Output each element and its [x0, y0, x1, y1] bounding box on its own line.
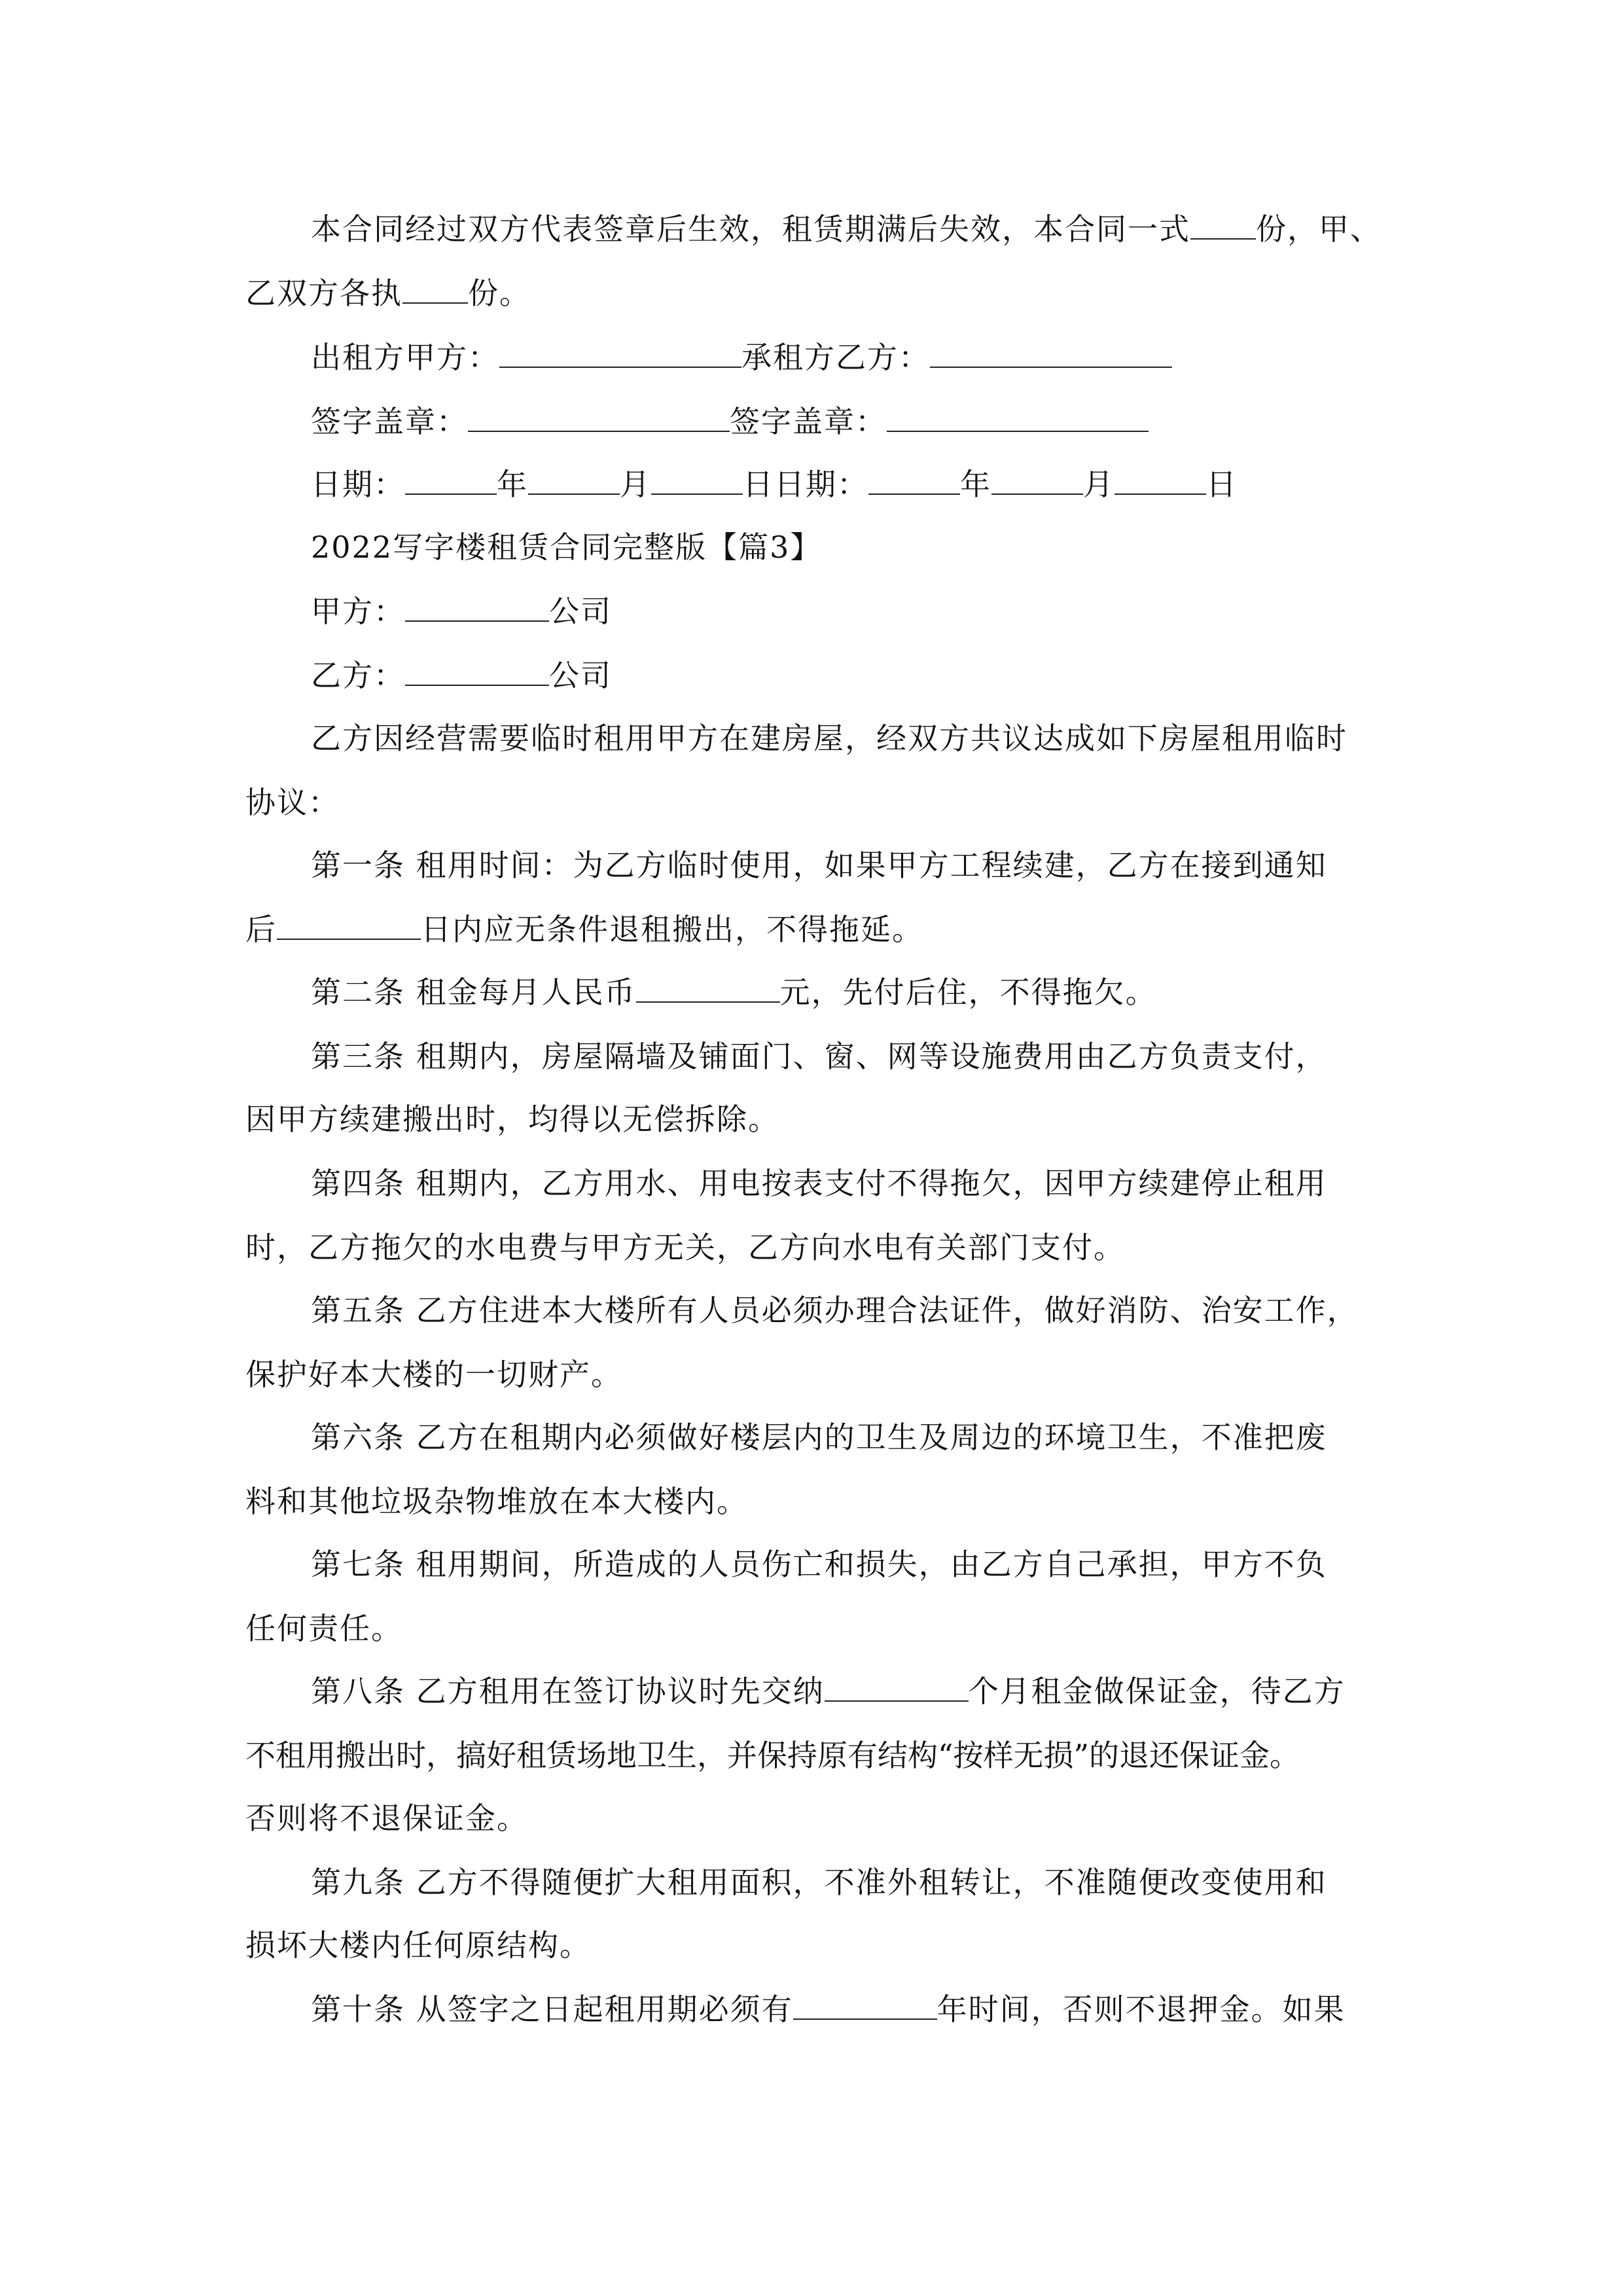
day-date-label: 日日期： — [743, 467, 868, 502]
year-label: 年 — [497, 467, 528, 502]
deposit-months-blank — [825, 1674, 969, 1702]
month-label: 月 — [620, 467, 651, 502]
text: 年时间，否则不退押金。如果 — [936, 1992, 1346, 2027]
year-blank-a — [405, 467, 497, 495]
stamp-blank-b — [887, 404, 1149, 432]
article-8-line-1 — [311, 1672, 1346, 1711]
text: 个月租金做保证金，待乙方 — [968, 1674, 1346, 1709]
text: 第二条 租金每月人民币 — [311, 975, 636, 1010]
article-7-line-1: 第七条 租用期间，所造成的人员伤亡和损失，由乙方自己承担，甲方不负 — [311, 1547, 1327, 1582]
article-7-line-2: 任何责任。 — [245, 1611, 402, 1646]
signature-parties-line — [311, 338, 1172, 377]
year-blank-b — [868, 467, 960, 495]
article-6-line-1: 第六条 乙方在租期内必须做好楼层内的卫生及周边的环境卫生，不准把废 — [311, 1420, 1327, 1455]
lessor-label: 出租方甲方： — [311, 340, 499, 375]
party-a-suffix: 公司 — [549, 594, 612, 629]
text: 第八条 乙方租用在签订协议时先交纳 — [311, 1674, 825, 1709]
party-b-line — [311, 656, 612, 695]
copies-total-blank — [1190, 212, 1256, 240]
text: 元，先付后住，不得拖欠。 — [779, 975, 1157, 1010]
text: 日内应无条件退租搬出，不得拖延。 — [421, 912, 923, 947]
year-label: 年 — [960, 467, 991, 502]
article-5-line-2: 保护好本大楼的一切财产。 — [245, 1357, 622, 1392]
article-6-line-2: 料和其他垃圾杂物堆放在本大楼内。 — [245, 1484, 748, 1519]
article-3-line-1: 第三条 租期内，房屋隔墙及铺面门、窗、网等设施费用由乙方负责支付， — [311, 1039, 1327, 1074]
article-4-line-1: 第四条 租期内，乙方用水、用电按表支付不得拖欠，因甲方续建停止租用 — [311, 1166, 1327, 1201]
stamp-label-a: 签字盖章： — [311, 404, 468, 439]
article-4-line-2: 时，乙方拖欠的水电费与甲方无关，乙方向水电有关部门支付。 — [245, 1230, 1125, 1265]
article-5-line-1: 第五条 乙方住进本大楼所有人员必须办理合法证件，做好消防、治安工作， — [311, 1293, 1359, 1328]
party-b-blank — [405, 658, 549, 686]
article-8-line-3: 否则将不退保证金。 — [245, 1801, 528, 1836]
lessor-blank — [499, 340, 741, 368]
lessee-label: 承租方乙方： — [741, 340, 930, 375]
text: 本合同经过双方代表签章后生效，租赁期满后失效，本合同一式 — [311, 211, 1190, 247]
article-10-line-1 — [311, 1990, 1346, 2029]
days-blank — [277, 912, 421, 940]
text: 后 — [245, 912, 277, 947]
day-label: 日 — [1206, 467, 1238, 502]
intro-line-2: 协议： — [245, 785, 340, 820]
closing-paragraph-line-2 — [245, 274, 531, 313]
article-3-line-2: 因甲方续建搬出时，均得以无偿拆除。 — [245, 1102, 779, 1137]
copies-each-blank — [402, 276, 468, 304]
text: 第十条 从签字之日起租用期必须有 — [311, 1992, 793, 2027]
month-label: 月 — [1083, 467, 1115, 502]
month-blank-b — [991, 467, 1083, 495]
article-1-line-2 — [245, 910, 923, 949]
text: 份。 — [468, 276, 531, 311]
party-b-suffix: 公司 — [549, 658, 612, 693]
party-a-line — [311, 592, 612, 631]
article-2-line-1 — [311, 973, 1157, 1012]
text: 份，甲、 — [1256, 211, 1382, 247]
stamp-blank-a — [468, 404, 730, 432]
date-label-a: 日期： — [311, 467, 405, 502]
text: 乙双方各执 — [245, 276, 402, 311]
lease-years-blank — [793, 1992, 937, 2020]
article-1-line-1: 第一条 租用时间：为乙方临时使用，如果甲方工程续建，乙方在接到通知 — [311, 848, 1327, 883]
signature-date-line — [311, 465, 1238, 504]
article-9-line-2: 损坏大楼内任何原结构。 — [245, 1928, 591, 1963]
rent-amount-blank — [636, 975, 780, 1003]
day-blank-a — [651, 467, 743, 495]
stamp-label-b: 签字盖章： — [730, 404, 887, 439]
article-8-line-2: 不租用搬出时，搞好租赁场地卫生，并保持原有结构“按样无损”的退还保证金。 — [245, 1738, 1300, 1773]
intro-line-1: 乙方因经营需要临时租用甲方在建房屋，经双方共议达成如下房屋租用临时 — [311, 721, 1347, 756]
lessee-blank — [930, 340, 1172, 368]
party-a-blank — [405, 594, 549, 622]
party-a-label: 甲方： — [311, 594, 405, 629]
closing-paragraph-line-1 — [311, 209, 1382, 249]
article-9-line-1: 第九条 乙方不得随便扩大租用面积，不准外租转让，不准随便改变使用和 — [311, 1865, 1327, 1900]
signature-stamp-line — [311, 402, 1149, 441]
day-blank-b — [1115, 467, 1206, 495]
month-blank-a — [528, 467, 620, 495]
party-b-label: 乙方： — [311, 658, 405, 693]
section-title: 2022写字楼租赁合同完整版【篇3】 — [311, 529, 822, 565]
